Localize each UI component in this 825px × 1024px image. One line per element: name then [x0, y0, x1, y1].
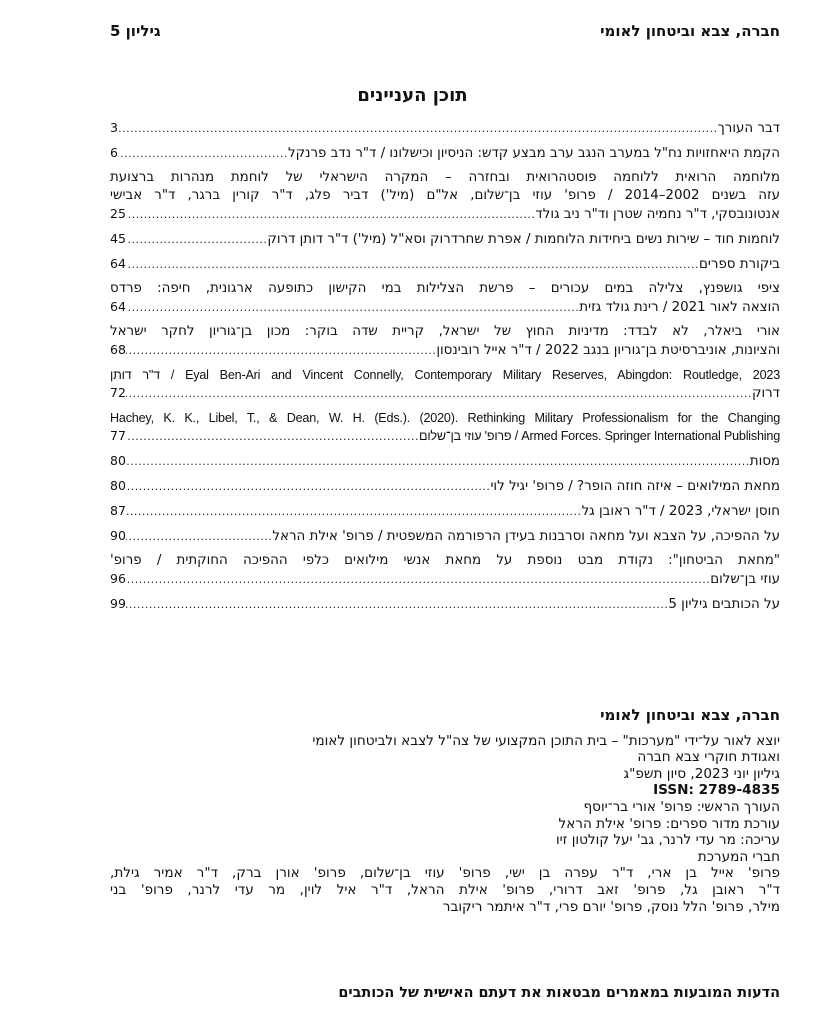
toc-entry-last-line: [110, 452, 780, 471]
dot-leader: [118, 145, 288, 163]
toc-entry[interactable]: [110, 253, 780, 278]
board-members-line: פרופ' אייל בן ארי, ד"ר עפרה בן ישי, פרופ' עוזי בן־שלום, פרופ' אורן ברק, ד"ר אמיר גילת,: [110, 865, 780, 882]
toc-title: תוכן העניינים: [357, 85, 468, 106]
toc-entry-last-line: [110, 298, 780, 317]
toc-page-number: 72: [110, 385, 126, 400]
issn: ISSN: 2789-4835: [653, 782, 780, 799]
toc-page-number: 80: [110, 478, 126, 493]
toc-entry-last-line: [110, 527, 780, 546]
toc-entry-last-line: [110, 384, 780, 403]
journal-title-header: חברה, צבא וביטחון לאומי: [600, 22, 780, 40]
toc-page-number: 90: [110, 528, 126, 543]
toc-entry-last-line: [110, 144, 780, 163]
toc-entry-text-line: מלוחמה הרואית ללוחמה פוסטהרואית ובחזרה – המקרה הישראלי של לוחמת מנהרות ברצועת: [110, 170, 780, 185]
dot-leader: [126, 571, 710, 589]
imprint-title: חברה, צבא וביטחון לאומי: [600, 706, 780, 724]
dot-leader: [126, 453, 750, 471]
toc-entry[interactable]: [110, 475, 780, 500]
toc-entry-title: הקמת היאחזויות נח"ל במערב הנגב ערב מבצע קדש: הניסיון וכישלונו / ד"ר נדב פרנקל: [288, 146, 780, 161]
toc-page-number: 64: [110, 256, 126, 271]
toc-entry[interactable]: [110, 364, 780, 407]
toc-entry-title: הוצאה לאור 2021 / רינת גולד גזית: [579, 300, 780, 315]
toc-entry-text-line: עזה בשנים 2002–2014 / פרופ' עוזי בן־שלום, אל"ם (מיל') דביר פלג, ד"ר קורין ברגר, ד"ר אבישי: [110, 188, 781, 203]
dot-leader: [126, 503, 582, 521]
toc-entry[interactable]: [110, 500, 780, 525]
copy-editing: עריכה: מר עדי לרנר, גב' יעל קולטון זיו: [555, 832, 780, 849]
toc-entry-last-line: [110, 477, 780, 496]
toc-entry-title: דרוק: [751, 386, 780, 401]
toc-page-number: 77: [110, 428, 126, 443]
dot-leader: [126, 428, 419, 446]
toc-entry-last-line: [110, 119, 780, 138]
dot-leader: [126, 478, 491, 496]
toc-entry-title: מחאת המילואים – איזה חוזה הופר? / פרופ' יגיל לוי: [490, 479, 780, 494]
toc-page-number: 6: [110, 145, 118, 160]
toc-entry[interactable]: [110, 321, 780, 364]
toc-entry-title: ביקורת ספרים: [699, 257, 780, 272]
toc-entry-last-line: [110, 427, 780, 446]
board-members-line: מילר, פרופ' הלל נוסק, פרופ' יורם פרי, ד"ר איתמר ריקובר: [442, 898, 780, 915]
toc-page-number: 99: [110, 596, 126, 611]
imprint: [110, 707, 780, 915]
publisher-association: ואגודת חוקרי צבא חברה: [637, 749, 780, 766]
toc-page-number: 87: [110, 503, 126, 518]
toc-entry-title: דבר העורך: [717, 121, 780, 136]
toc-entry-title: עוזי בן־שלום: [710, 572, 780, 587]
dot-leader: [126, 596, 668, 614]
toc-entry[interactable]: [110, 593, 780, 618]
dot-leader: [126, 206, 536, 224]
toc-entry-last-line: [110, 205, 780, 224]
board-members-line: ד"ר ראובן גל, פרופ' זאב דרורי, פרופ' אילת הראל, ד"ר איל לוין, מר עדי לרנר, פרופ' בני: [110, 881, 780, 898]
toc-entry-text-line: Hachey, K. K., Libel, T., & Dean, W. H. (Eds.). (2020). Rethinking Military Professionalism for the Changing: [110, 411, 780, 425]
toc-page-number: 68: [110, 342, 126, 357]
toc-entry[interactable]: [110, 525, 780, 550]
toc-entry[interactable]: [110, 278, 780, 321]
toc-entry-title: מסות: [749, 454, 780, 469]
dot-leader: [126, 385, 752, 403]
toc-entry-title: על ההפיכה, על הצבא ועל מחאה וסרבנות בעידן הרפורמה המשפטית / פרופ' אילת הראל: [272, 529, 780, 544]
toc-entry-text-line: Eyal Ben-Ari and Vincent Connelly, Contemporary Military Reserves, Abingdon: Routledge, 2023 / ד"ר דותן: [110, 368, 780, 382]
dot-leader: [118, 120, 718, 138]
dot-leader: [126, 528, 272, 546]
dot-leader: [126, 256, 699, 274]
dot-leader: [126, 299, 579, 317]
issue-date: גיליון יוני 2023, סיון תשפ"ג: [623, 765, 780, 782]
toc-entry[interactable]: [110, 450, 780, 475]
toc-entry-text-line: אורי ביאלר, לא לבדד: מדיניות החוץ של ישראל, קריית שדה בוקר: מכון בן־גוריון לחקר ישראל: [110, 324, 780, 339]
disclaimer: הדעות המובעות במאמרים מבטאות את דעתם האישית של הכותבים: [338, 985, 780, 1001]
toc-page-number: 80: [110, 453, 126, 468]
toc-entry-title: אנטונובסקי, ד"ר נחמיה שטרן וד"ר ניב גולד: [535, 207, 780, 222]
toc-entry-last-line: [110, 502, 780, 521]
running-header: [110, 22, 780, 46]
toc-entry-last-line: [110, 255, 780, 274]
editor-in-chief: העורך הראשי: פרופ' אורי בר־יוסף: [583, 798, 780, 815]
dot-leader: [126, 231, 267, 249]
books-editor: עורכת מדור ספרים: פרופ' אילת הראל: [558, 815, 780, 832]
toc-page-number: 64: [110, 299, 126, 314]
toc-page-number: 96: [110, 571, 126, 586]
toc-entry[interactable]: [110, 228, 780, 253]
toc-entry-title: והציונות, אוניברסיטת בן־גוריון בנגב 2022 / ד"ר אייל רובינסון: [436, 343, 780, 358]
toc-entry-title: חוסן ישראלי, 2023 / ד"ר ראובן גל: [581, 504, 780, 519]
toc-entry[interactable]: [110, 142, 780, 167]
toc-entry-text-line: "מחאת הביטחון": נקודת מבט נוספת על מחאת אנשי מילואים כלפי ההפיכה החוקתית / פרופ': [110, 553, 780, 568]
toc-entry[interactable]: [110, 167, 780, 228]
toc-page-number: 45: [110, 231, 126, 246]
toc-entry-last-line: [110, 230, 780, 249]
toc-page-number: 3: [110, 120, 118, 135]
dot-leader: [126, 342, 436, 360]
toc-entry-last-line: [110, 570, 780, 589]
toc-page-number: 25: [110, 206, 126, 221]
toc-entry[interactable]: [110, 407, 780, 450]
publisher-line: יוצא לאור על־ידי "מערכות" – בית התוכן המקצועי של צה"ל לצבא ולביטחון לאומי: [312, 732, 780, 749]
toc-entry-title: לוחמות חוד – שירות נשים ביחידות הלוחמות / אפרת שחרדרוק וסא"ל (מיל') ד"ר דותן דרוק: [267, 232, 780, 247]
issue-number-header: גיליון 5: [110, 22, 161, 40]
toc-entry-last-line: [110, 595, 780, 614]
toc-entry-text-line: ציפי גושפנץ, צלילה במים עכורים – פרשת הצלילות במי הקישון כתופעה ארגונית, חיפה: פרדס: [110, 281, 780, 296]
board-title: חברי המערכת: [697, 848, 780, 865]
toc-entry[interactable]: [110, 550, 780, 593]
toc-entry-title: על הכותבים גיליון 5: [668, 597, 780, 612]
toc-entry-last-line: [110, 341, 780, 360]
table-of-contents: [110, 117, 780, 618]
toc-entry-title: Armed Forces. Springer International Publishing / פרופ' עוזי בן־שלום: [418, 429, 780, 443]
toc-entry[interactable]: [110, 117, 780, 142]
